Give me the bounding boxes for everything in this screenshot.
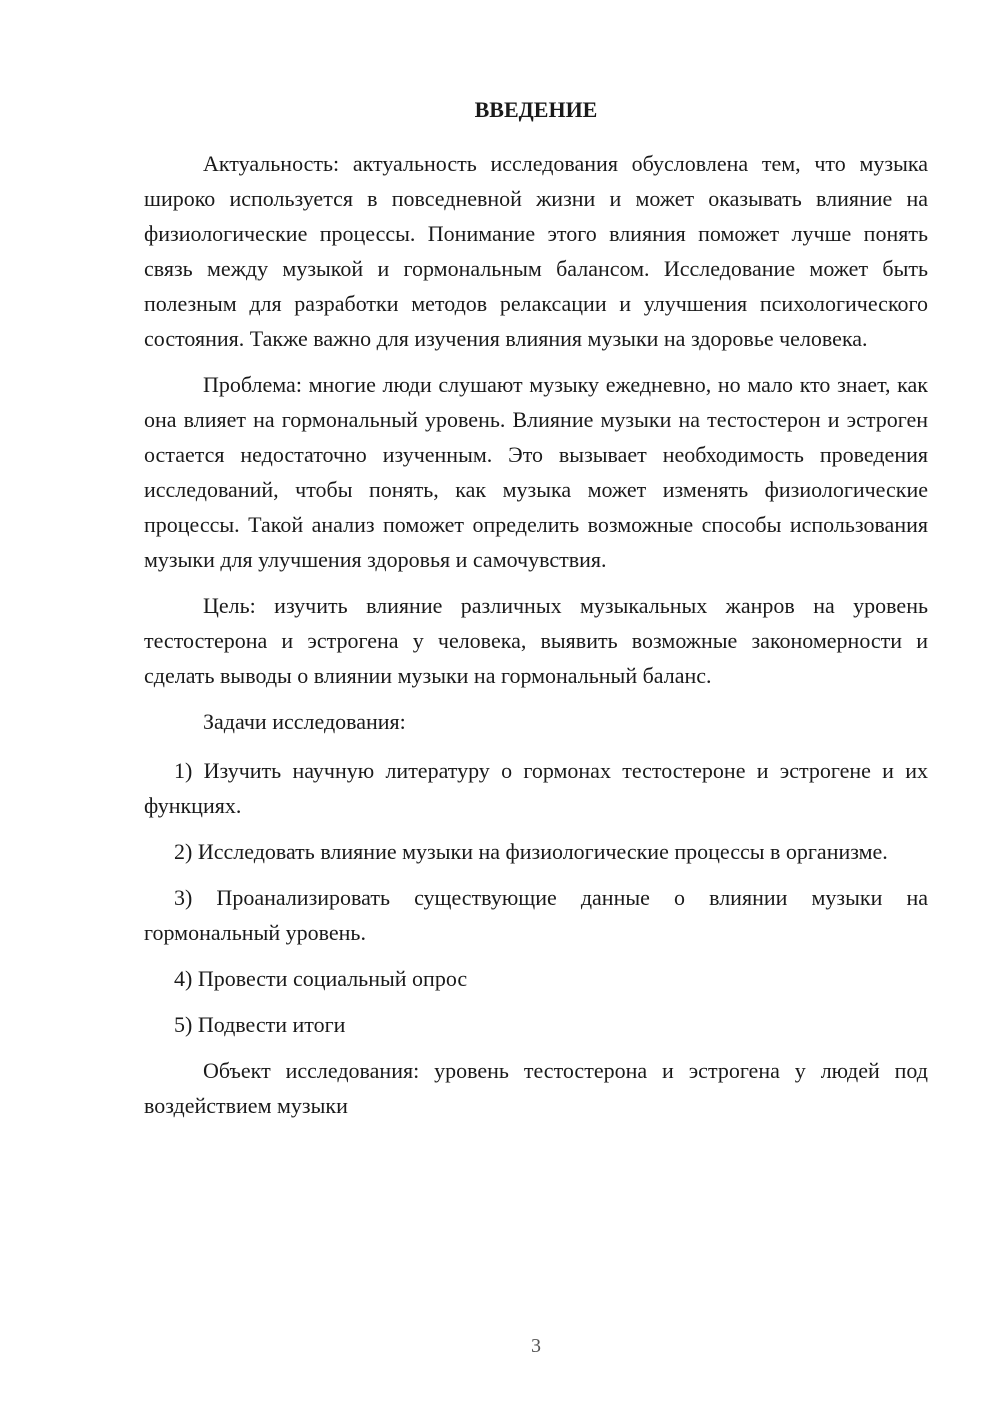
- section-heading: ВВЕДЕНИЕ: [474, 97, 598, 122]
- task-item-5: 5) Подвести итоги: [174, 1012, 346, 1037]
- relevance-paragraph: Актуальность: актуальность исследования обусловлена тем, что музыка широко используется в повседневной жизни и может оказывать влияние на физиологические процессы. Понимание этого влияния поможет лучше понять связь между музыкой и гормональным балансом. Исследование может быть полезным для разработки методов релаксации и улучшения психологического состояния. Также важно для изучения влияния музыки на здоровье человека.: [144, 151, 928, 351]
- page-content: [144, 96, 928, 1134]
- task-item-4: 4) Провести социальный опрос: [174, 966, 468, 991]
- goal-paragraph: Цель: изучить влияние различных музыкальных жанров на уровень тестостерона и эстрогена у человека, выявить возможные закономерности и сделать выводы о влиянии музыки на гормональный баланс.: [144, 593, 928, 688]
- page-number: 3: [531, 1335, 541, 1357]
- tasks-list: [144, 753, 928, 1042]
- problem-paragraph: Проблема: многие люди слушают музыку ежедневно, но мало кто знает, как она влияет на гормональный уровень. Влияние музыки на тестостерон и эстроген остается недостаточно изученным. Это вызывает необходимость проведения исследований, чтобы понять, как музыка может изменять физиологические процессы. Такой анализ поможет определить возможные способы использования музыки для улучшения здоровья и самочувствия.: [144, 372, 928, 572]
- object-paragraph: Объект исследования: уровень тестостерона и эстрогена у людей под воздействием музыки: [144, 1058, 928, 1118]
- task-item-3: 3) Проанализировать существующие данные о влиянии музыки на гормональный уровень.: [144, 885, 928, 945]
- task-item-1: 1) Изучить научную литературу о гормонах тестостероне и эстрогене и их функциях.: [144, 758, 928, 818]
- tasks-title: Задачи исследования:: [203, 709, 406, 734]
- task-item-2: 2) Исследовать влияние музыки на физиологические процессы в организме.: [174, 839, 888, 864]
